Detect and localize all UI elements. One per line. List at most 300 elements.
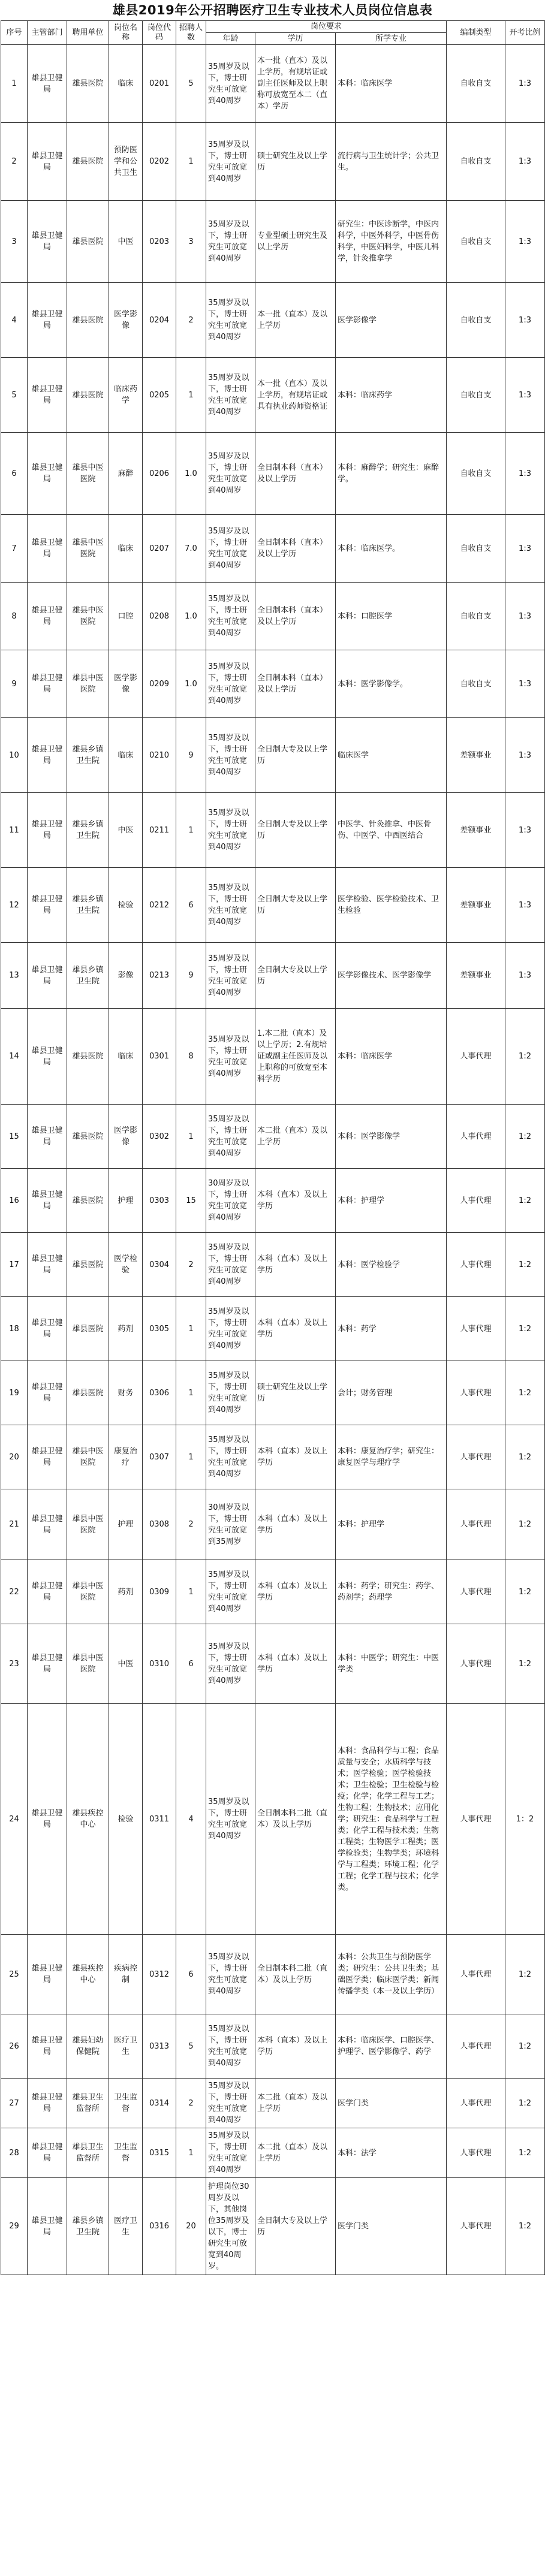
cell-post: 护理 <box>109 1489 143 1560</box>
cell-edu: 全日制大专及以上学历 <box>255 718 336 793</box>
cell-unit: 雄县医院 <box>67 201 109 283</box>
cell-ratio: 1:3 <box>505 515 545 583</box>
cell-post: 影像 <box>109 943 143 1009</box>
cell-post: 检验 <box>109 1704 143 1935</box>
cell-unit: 雄县乡镇卫生院 <box>67 793 109 868</box>
cell-edu: 全日制大专及以上学历 <box>255 943 336 1009</box>
cell-seq: 1 <box>1 45 28 123</box>
cell-age: 35周岁及以下，博士研究生可放宽到40周岁 <box>206 283 255 358</box>
cell-code: 0308 <box>143 1489 176 1560</box>
cell-unit: 雄县医院 <box>67 1105 109 1169</box>
cell-dept: 雄县卫健局 <box>28 2079 67 2128</box>
cell-code: 0201 <box>143 45 176 123</box>
table-row <box>1 1009 545 1105</box>
cell-type: 自收自支 <box>447 650 505 718</box>
cell-age: 35周岁及以下，博士研究生可放宽到40周岁 <box>206 123 255 201</box>
cell-code: 0207 <box>143 515 176 583</box>
page-title: 雄县2019年公开招聘医疗卫生专业技术人员岗位信息表 <box>112 3 433 17</box>
cell-age: 35周岁及以下，博士研究生可放宽到40周岁 <box>206 2128 255 2178</box>
cell-age: 35周岁及以下，博士研究生可放宽到40周岁 <box>206 1297 255 1361</box>
cell-type: 人事代理 <box>447 1297 505 1361</box>
cell-seq: 12 <box>1 868 28 943</box>
cell-type: 人事代理 <box>447 1935 505 2014</box>
cell-post: 康复治疗 <box>109 1425 143 1489</box>
cell-type: 人事代理 <box>447 2014 505 2079</box>
cell-edu: 全日制本科（直本）及以上学历 <box>255 583 336 650</box>
cell-unit: 雄县卫生监督所 <box>67 2079 109 2128</box>
cell-age: 35周岁及以下，博士研究生可放宽到40周岁 <box>206 868 255 943</box>
cell-major: 本科：医学检验学 <box>336 1233 447 1297</box>
cell-post: 医疗卫生 <box>109 2178 143 2275</box>
cell-type: 人事代理 <box>447 1489 505 1560</box>
cell-seq: 3 <box>1 201 28 283</box>
cell-major: 会计；财务管理 <box>336 1361 447 1425</box>
cell-major: 本科：食品科学与工程；食品质量与安全；水质科学与技术；医学检验；医学检验技术；卫生检验；卫生检验与检疫；化学；化学工程与工艺；生物工程；生物技术；应用化学；研究生：食品科学与工程类；化学工程与技术类；生物工程类；生物医学工程类；医学检验类；生物学类；环境科学与工程类；环境工程；化学工程；化学工程与技术；化学类。 <box>336 1704 447 1935</box>
cell-num: 7.0 <box>176 515 206 583</box>
cell-edu: 全日制本科二批（直本）及以上学历 <box>255 1704 336 1935</box>
table-row <box>1 201 545 283</box>
cell-seq: 13 <box>1 943 28 1009</box>
table-row <box>1 283 545 358</box>
cell-num: 1 <box>176 1560 206 1624</box>
cell-edu: 本科（直本）及以上学历 <box>255 1624 336 1704</box>
table-row <box>1 718 545 793</box>
cell-unit: 雄县中医医院 <box>67 1560 109 1624</box>
cell-dept: 雄县卫健局 <box>28 1361 67 1425</box>
cell-major: 本科：公共卫生与预防医学类；研究生：公共卫生类；基础医学类；临床医学类；新闻传播学类（本一及以上学历） <box>336 1935 447 2014</box>
cell-seq: 20 <box>1 1425 28 1489</box>
cell-unit: 雄县乡镇卫生院 <box>67 943 109 1009</box>
table-row <box>1 650 545 718</box>
cell-post: 医学检验 <box>109 1233 143 1297</box>
cell-dept: 雄县卫健局 <box>28 201 67 283</box>
cell-code: 0210 <box>143 718 176 793</box>
cell-type: 差额事业 <box>447 868 505 943</box>
cell-major: 本科：口腔医学 <box>336 583 447 650</box>
cell-type: 人事代理 <box>447 1425 505 1489</box>
cell-post: 临床 <box>109 1009 143 1105</box>
cell-dept: 雄县卫健局 <box>28 1624 67 1704</box>
cell-ratio: 1:2 <box>505 1935 545 2014</box>
cell-ratio: 1:3 <box>505 283 545 358</box>
cell-seq: 11 <box>1 793 28 868</box>
cell-seq: 10 <box>1 718 28 793</box>
cell-ratio: 1:3 <box>505 358 545 433</box>
cell-code: 0203 <box>143 201 176 283</box>
cell-code: 0306 <box>143 1361 176 1425</box>
header-row <box>1 21 545 33</box>
cell-num: 2 <box>176 1233 206 1297</box>
cell-dept: 雄县卫健局 <box>28 2128 67 2178</box>
cell-dept: 雄县卫健局 <box>28 583 67 650</box>
header-post: 岗位名称 <box>109 21 143 45</box>
cell-ratio: 1:2 <box>505 1624 545 1704</box>
cell-type: 人事代理 <box>447 1233 505 1297</box>
cell-dept: 雄县卫健局 <box>28 1297 67 1361</box>
cell-edu: 全日制本科（直本）及以上学历 <box>255 433 336 515</box>
cell-type: 自收自支 <box>447 583 505 650</box>
cell-num: 6 <box>176 1624 206 1704</box>
table-row <box>1 1233 545 1297</box>
cell-age: 35周岁及以下，博士研究生可放宽到40周岁 <box>206 1233 255 1297</box>
table-row <box>1 1361 545 1425</box>
cell-seq: 7 <box>1 515 28 583</box>
cell-post: 检验 <box>109 868 143 943</box>
cell-age: 35周岁及以下，博士研究生可放宽到40周岁 <box>206 1560 255 1624</box>
header-ratio: 开考比例 <box>505 21 545 45</box>
cell-edu: 全日制大专及以上学历 <box>255 793 336 868</box>
cell-num: 1.0 <box>176 650 206 718</box>
cell-num: 1 <box>176 1297 206 1361</box>
cell-num: 1 <box>176 2128 206 2178</box>
cell-dept: 雄县卫健局 <box>28 943 67 1009</box>
cell-seq: 14 <box>1 1009 28 1105</box>
cell-dept: 雄县卫健局 <box>28 793 67 868</box>
cell-major: 本科：临床医学。 <box>336 515 447 583</box>
cell-type: 自收自支 <box>447 201 505 283</box>
cell-type: 人事代理 <box>447 1624 505 1704</box>
cell-seq: 29 <box>1 2178 28 2275</box>
cell-dept: 雄县卫健局 <box>28 718 67 793</box>
cell-dept: 雄县卫健局 <box>28 2014 67 2079</box>
table-row <box>1 358 545 433</box>
cell-num: 1 <box>176 793 206 868</box>
cell-ratio: 1:2 <box>505 2178 545 2275</box>
cell-edu: 全日制大专及以上学历 <box>255 2178 336 2275</box>
cell-major: 本科：护理学 <box>336 1489 447 1560</box>
cell-unit: 雄县医院 <box>67 45 109 123</box>
cell-edu: 本一批（直本）及以上学历，有规培证或具有执业药师资格证 <box>255 358 336 433</box>
cell-code: 0313 <box>143 2014 176 2079</box>
cell-edu: 本科（直本）及以上学历 <box>255 1489 336 1560</box>
cell-code: 0205 <box>143 358 176 433</box>
cell-seq: 27 <box>1 2079 28 2128</box>
cell-code: 0311 <box>143 1704 176 1935</box>
cell-edu: 1.本二批（直本）及以上学历；2.有规培证或副主任医师及以上职称的可放宽至本科学历 <box>255 1009 336 1105</box>
cell-type: 自收自支 <box>447 45 505 123</box>
table-row <box>1 1624 545 1704</box>
cell-edu: 本科（直本）及以上学历 <box>255 1297 336 1361</box>
header-req: 岗位要求 <box>206 21 447 33</box>
cell-edu: 硕士研究生及以上学历 <box>255 123 336 201</box>
cell-ratio: 1:2 <box>505 2128 545 2178</box>
cell-age: 35周岁及以下，博士研究生可放宽到40周岁 <box>206 433 255 515</box>
cell-code: 0202 <box>143 123 176 201</box>
cell-code: 0315 <box>143 2128 176 2178</box>
cell-num: 6 <box>176 868 206 943</box>
cell-dept: 雄县卫健局 <box>28 650 67 718</box>
cell-edu: 硕士研究生及以上学历 <box>255 1361 336 1425</box>
cell-num: 9 <box>176 943 206 1009</box>
cell-edu: 全日制本科二批（直本）及以上学历 <box>255 1935 336 2014</box>
cell-major: 研究生：中医诊断学，中医内科学，中医外科学，中医骨伤科学，中医妇科学，中医儿科学，针灸推拿学 <box>336 201 447 283</box>
cell-num: 20 <box>176 2178 206 2275</box>
cell-seq: 26 <box>1 2014 28 2079</box>
table-row <box>1 433 545 515</box>
cell-edu: 本科（直本）及以上学历 <box>255 1233 336 1297</box>
table-row <box>1 1560 545 1624</box>
cell-unit: 雄县中医医院 <box>67 1624 109 1704</box>
cell-dept: 雄县卫健局 <box>28 1233 67 1297</box>
cell-code: 0305 <box>143 1297 176 1361</box>
cell-unit: 雄县中医医院 <box>67 583 109 650</box>
table-row <box>1 1169 545 1233</box>
header-age: 年龄 <box>206 33 255 45</box>
cell-ratio: 1：2 <box>505 1704 545 1935</box>
cell-post: 中医 <box>109 793 143 868</box>
cell-ratio: 1:3 <box>505 583 545 650</box>
cell-num: 1 <box>176 358 206 433</box>
cell-edu: 本科（直本）及以上学历 <box>255 2014 336 2079</box>
header-edu: 学历 <box>255 33 336 45</box>
cell-dept: 雄县卫健局 <box>28 1105 67 1169</box>
cell-age: 护理岗位30周岁及以下，其他岗位35周岁及以下，博士研究生可放宽到40周岁。 <box>206 2178 255 2275</box>
cell-post: 医疗卫生 <box>109 2014 143 2079</box>
cell-code: 0309 <box>143 1560 176 1624</box>
cell-seq: 23 <box>1 1624 28 1704</box>
cell-unit: 雄县中医医院 <box>67 433 109 515</box>
cell-post: 医学影像 <box>109 1105 143 1169</box>
cell-code: 0209 <box>143 650 176 718</box>
cell-code: 0314 <box>143 2079 176 2128</box>
cell-seq: 22 <box>1 1560 28 1624</box>
cell-age: 35周岁及以下，博士研究生可放宽到40周岁 <box>206 718 255 793</box>
cell-post: 临床 <box>109 45 143 123</box>
cell-edu: 本科（直本）及以上学历 <box>255 1425 336 1489</box>
cell-code: 0316 <box>143 2178 176 2275</box>
cell-post: 临床 <box>109 515 143 583</box>
cell-seq: 18 <box>1 1297 28 1361</box>
cell-dept: 雄县卫健局 <box>28 1169 67 1233</box>
cell-post: 中医 <box>109 1624 143 1704</box>
cell-major: 本科：医学影像学 <box>336 1105 447 1169</box>
cell-code: 0212 <box>143 868 176 943</box>
cell-num: 2 <box>176 2079 206 2128</box>
cell-age: 35周岁及以下，博士研究生可放宽到40周岁 <box>206 1624 255 1704</box>
cell-seq: 4 <box>1 283 28 358</box>
cell-edu: 本一批（直本）及以上学历，有规培证或副主任医师及以上职称可放宽至本二（直本）学历 <box>255 45 336 123</box>
cell-unit: 雄县医院 <box>67 283 109 358</box>
cell-age: 35周岁及以下，博士研究生可放宽到40周岁 <box>206 1105 255 1169</box>
cell-unit: 雄县妇幼保健院 <box>67 2014 109 2079</box>
cell-seq: 8 <box>1 583 28 650</box>
cell-major: 本科：法学 <box>336 2128 447 2178</box>
cell-ratio: 1:2 <box>505 1297 545 1361</box>
cell-type: 人事代理 <box>447 1704 505 1935</box>
cell-major: 流行病与卫生统计学；公共卫生。 <box>336 123 447 201</box>
cell-code: 0303 <box>143 1169 176 1233</box>
cell-unit: 雄县疾控中心 <box>67 1704 109 1935</box>
cell-num: 2 <box>176 1489 206 1560</box>
cell-seq: 6 <box>1 433 28 515</box>
cell-num: 15 <box>176 1169 206 1233</box>
cell-age: 35周岁及以下，博士研究生可放宽到40周岁 <box>206 45 255 123</box>
cell-type: 自收自支 <box>447 433 505 515</box>
cell-edu: 本二批（直本）及以上学历 <box>255 2079 336 2128</box>
cell-ratio: 1:2 <box>505 1105 545 1169</box>
cell-major: 医学影像技术、医学影像学 <box>336 943 447 1009</box>
cell-type: 自收自支 <box>447 515 505 583</box>
cell-unit: 雄县中医医院 <box>67 650 109 718</box>
cell-ratio: 1:2 <box>505 1009 545 1105</box>
cell-unit: 雄县医院 <box>67 1169 109 1233</box>
header-dept: 主管部门 <box>28 21 67 45</box>
cell-ratio: 1:2 <box>505 2079 545 2128</box>
cell-num: 2 <box>176 283 206 358</box>
cell-unit: 雄县医院 <box>67 1297 109 1361</box>
cell-major: 本科：临床医学 <box>336 45 447 123</box>
cell-dept: 雄县卫健局 <box>28 515 67 583</box>
cell-seq: 28 <box>1 2128 28 2178</box>
cell-post: 口腔 <box>109 583 143 650</box>
cell-code: 0204 <box>143 283 176 358</box>
cell-unit: 雄县医院 <box>67 123 109 201</box>
cell-dept: 雄县卫健局 <box>28 45 67 123</box>
cell-edu: 本科（直本）及以上学历 <box>255 1560 336 1624</box>
cell-ratio: 1:3 <box>505 201 545 283</box>
cell-post: 财务 <box>109 1361 143 1425</box>
header-type: 编制类型 <box>447 21 505 45</box>
table-row <box>1 123 545 201</box>
cell-ratio: 1:3 <box>505 45 545 123</box>
cell-age: 35周岁及以下，博士研究生可放宽到40周岁 <box>206 2014 255 2079</box>
cell-dept: 雄县卫健局 <box>28 2178 67 2275</box>
cell-code: 0312 <box>143 1935 176 2014</box>
cell-post: 中医 <box>109 201 143 283</box>
cell-post: 医学影像 <box>109 650 143 718</box>
cell-seq: 17 <box>1 1233 28 1297</box>
cell-unit: 雄县乡镇卫生院 <box>67 2178 109 2275</box>
cell-major: 本科：临床药学 <box>336 358 447 433</box>
cell-type: 人事代理 <box>447 1169 505 1233</box>
table-row <box>1 943 545 1009</box>
cell-num: 1.0 <box>176 583 206 650</box>
table-body <box>1 45 545 2275</box>
cell-ratio: 1:3 <box>505 433 545 515</box>
cell-unit: 雄县中医医院 <box>67 515 109 583</box>
cell-seq: 25 <box>1 1935 28 2014</box>
cell-ratio: 1:2 <box>505 1489 545 1560</box>
cell-post: 疾病控制 <box>109 1935 143 2014</box>
header-major: 所学专业 <box>336 33 447 45</box>
cell-dept: 雄县卫健局 <box>28 1704 67 1935</box>
cell-unit: 雄县医院 <box>67 1009 109 1105</box>
table-row <box>1 2128 545 2178</box>
cell-ratio: 1:3 <box>505 123 545 201</box>
cell-ratio: 1:3 <box>505 943 545 1009</box>
cell-major: 本科：中医学；研究生：中医学类 <box>336 1624 447 1704</box>
cell-edu: 全日制大专及以上学历 <box>255 868 336 943</box>
cell-post: 护理 <box>109 1169 143 1233</box>
table-row <box>1 1297 545 1361</box>
cell-type: 自收自支 <box>447 358 505 433</box>
header-num: 招聘人数 <box>176 21 206 45</box>
cell-post: 药剂 <box>109 1560 143 1624</box>
cell-seq: 2 <box>1 123 28 201</box>
cell-major: 临床医学 <box>336 718 447 793</box>
cell-age: 35周岁及以下，博士研究生可放宽到40周岁 <box>206 583 255 650</box>
cell-post: 临床 <box>109 718 143 793</box>
cell-seq: 19 <box>1 1361 28 1425</box>
cell-age: 35周岁及以下，博士研究生可放宽到40周岁 <box>206 793 255 868</box>
cell-type: 自收自支 <box>447 283 505 358</box>
cell-dept: 雄县卫健局 <box>28 1425 67 1489</box>
cell-ratio: 1:3 <box>505 868 545 943</box>
cell-post: 麻醉 <box>109 433 143 515</box>
cell-edu: 本科（直本）及以上学历 <box>255 1169 336 1233</box>
cell-dept: 雄县卫健局 <box>28 123 67 201</box>
cell-ratio: 1:2 <box>505 1361 545 1425</box>
cell-major: 医学门类 <box>336 2079 447 2128</box>
cell-unit: 雄县医院 <box>67 1233 109 1297</box>
cell-code: 0211 <box>143 793 176 868</box>
cell-seq: 24 <box>1 1704 28 1935</box>
cell-edu: 本二批（直本）及以上学历 <box>255 2128 336 2178</box>
cell-num: 1 <box>176 1425 206 1489</box>
cell-code: 0301 <box>143 1009 176 1105</box>
cell-dept: 雄县卫健局 <box>28 1935 67 2014</box>
cell-unit: 雄县中医医院 <box>67 1489 109 1560</box>
cell-seq: 9 <box>1 650 28 718</box>
cell-unit: 雄县乡镇卫生院 <box>67 868 109 943</box>
table-row <box>1 583 545 650</box>
cell-unit: 雄县医院 <box>67 358 109 433</box>
cell-dept: 雄县卫健局 <box>28 283 67 358</box>
cell-seq: 16 <box>1 1169 28 1233</box>
table-row <box>1 515 545 583</box>
cell-dept: 雄县卫健局 <box>28 1560 67 1624</box>
cell-ratio: 1:2 <box>505 1169 545 1233</box>
cell-post: 药剂 <box>109 1297 143 1361</box>
header-unit: 聘用单位 <box>67 21 109 45</box>
cell-age: 35周岁及以下，博士研究生可放宽到40周岁 <box>206 201 255 283</box>
cell-major: 医学检验、医学检验技术、卫生检验 <box>336 868 447 943</box>
cell-ratio: 1:3 <box>505 793 545 868</box>
cell-num: 8 <box>176 1009 206 1105</box>
cell-num: 5 <box>176 2014 206 2079</box>
cell-ratio: 1:2 <box>505 2014 545 2079</box>
cell-dept: 雄县卫健局 <box>28 1489 67 1560</box>
cell-num: 5 <box>176 45 206 123</box>
cell-age: 35周岁及以下，博士研究生可放宽到40周岁 <box>206 1935 255 2014</box>
header-code: 岗位代码 <box>143 21 176 45</box>
cell-code: 0304 <box>143 1233 176 1297</box>
cell-type: 差额事业 <box>447 793 505 868</box>
cell-type: 人事代理 <box>447 1105 505 1169</box>
cell-age: 35周岁及以下，博士研究生可放宽到40周岁 <box>206 358 255 433</box>
cell-code: 0310 <box>143 1624 176 1704</box>
cell-major: 本科：药学 <box>336 1297 447 1361</box>
table-row <box>1 1935 545 2014</box>
cell-major: 本科：麻醉学；研究生：麻醉学。 <box>336 433 447 515</box>
cell-major: 本科：药学；研究生：药学、药剂学；药理学 <box>336 1560 447 1624</box>
cell-type: 人事代理 <box>447 2079 505 2128</box>
cell-post: 卫生监督 <box>109 2079 143 2128</box>
cell-unit: 雄县乡镇卫生院 <box>67 718 109 793</box>
cell-type: 人事代理 <box>447 2128 505 2178</box>
cell-major: 本科：康复治疗学；研究生：康复医学与理疗学 <box>336 1425 447 1489</box>
cell-num: 4 <box>176 1704 206 1935</box>
cell-age: 35周岁及以下，博士研究生可放宽到40周岁 <box>206 2079 255 2128</box>
cell-num: 1 <box>176 1105 206 1169</box>
cell-dept: 雄县卫健局 <box>28 868 67 943</box>
cell-edu: 本二批（直本）及以上学历 <box>255 1105 336 1169</box>
cell-major: 本科：护理学 <box>336 1169 447 1233</box>
cell-type: 差额事业 <box>447 943 505 1009</box>
cell-major: 本科：临床医学、口腔医学、护理学、医学影像学、药学 <box>336 2014 447 2079</box>
cell-age: 35周岁及以下，博士研究生可放宽到40周岁 <box>206 943 255 1009</box>
cell-num: 3 <box>176 201 206 283</box>
